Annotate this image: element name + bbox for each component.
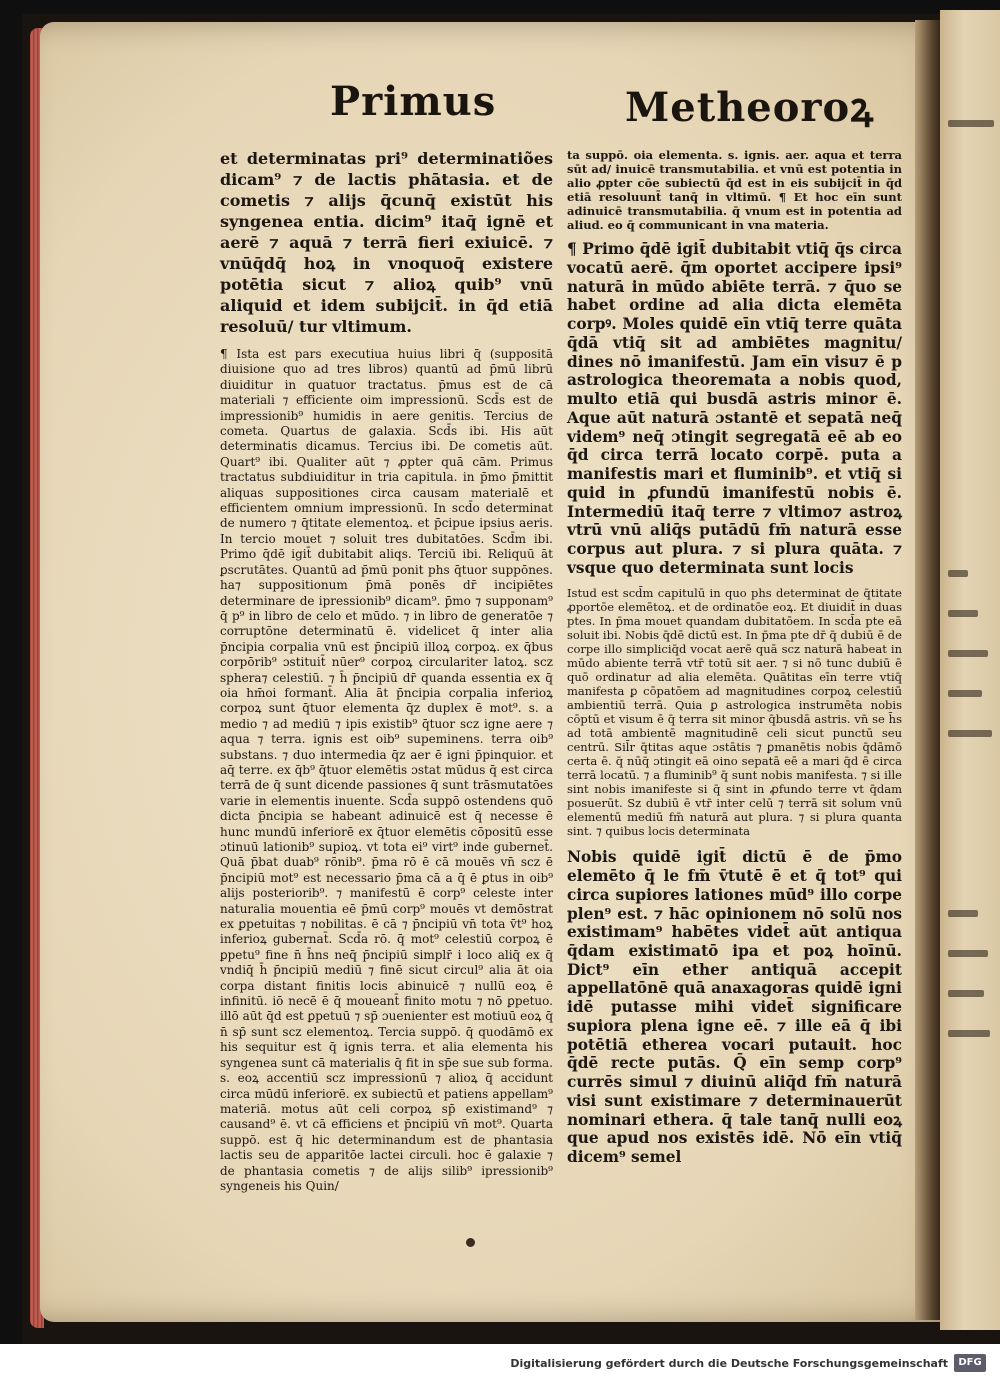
page-mark (466, 1238, 475, 1247)
running-head-right: Metheoroꝝ (625, 84, 875, 131)
right-column (567, 148, 902, 1167)
right-lemma-middle: ¶ Primo q̄dē igit̄ dubitabit vtiq̄ q̄s circa vocatū aerē. q̄m oportet accipere ipsi⁹ naturā in mūdo abiēte terrā. ⁊ q̄uo se habet ordine ad alia dicta elemēta corpꝰ. Moles quidē eīn vtiq̄ terre quāta q̄dā vtiq̄ sit ad ambiētes magnitu/ dines nō imanifestū. Jam eīn visu⁊ ē p astrologica theoremata a nobis quod, multo etiā qui busdā astris minor ē. Aque aūt naturā ɔstantē et sepatā neq̄ videm⁹ neq̄ ɔtingit segregatā eē ab eo q̄d circa terrā locato corpē. puta a manifestis mari et fluminib⁹. et vtiq̄ si quid in ꝓfundū imanifestū nobis ē. Intermediū itaq̄ terre ⁊ vltimo⁊ astroꝝ vtrū vnū aliq̄s putādū fm̄ naturā esse corpus aut plura. ⁊ si plura quāta. ⁊ vsque quo determinata sunt locis (567, 240, 902, 577)
left-lemma-text: et determinatas pri⁹ determinatiões dicam⁹ ⁊ de lactis phātasia. et de cometis ⁊ alijs q̄cunq̄ existūt his syngenea entia. dicim⁹ itaq̄ ignē et aerē ⁊ aquā ⁊ terrā fieri exiuicē. ⁊ vnūq̄dq̄ hoꝝ in vnoquoq̄ existere potētia sicut ⁊ alioꝝ quib⁹ vnū aliquid et idem subijcit̄. in q̄d etiā resoluū/ tur vltimum. (220, 149, 553, 336)
right-lemma-top: ta suppō. oia elementa. s. ignis. aer. aqua et terra sūt ad/ inuicē transmutabilia. et vnū est potentia in alio ꝓpter cōe subiectū q̄d est in eis subijcit̄ in q̄d etiā resoluunt̄ tanq̄ in vltimū. ¶ Et hoc eīn sunt adinuicē transmutabilia. q̄ vnum est in potentia ad aliud. eo q̄ communicant in vna materia. (567, 148, 902, 233)
running-head-left: Primus (330, 78, 497, 125)
right-lemma-bottom: Nobis quidē igit̄ dictū ē de p̄mo elemēto q̄ le fm̄ v̄tutē ē et q̄ tot⁹ qui circa supiores lationes mūd⁹ illo corpe plen⁹ est. ⁊ hāc opinionem nō solū nos existimam⁹ habētes videt̄ aūt antiqua q̄dam existimatō ipa et poꝝ hoīnū. Dict⁹ eīn ether antiquā accepit appellatōnē quā anaxagoras quidē igni idē putasse mihi videt̄ significare supiora plena igne eē. ⁊ ille eā q̄ ibi potētiā etherea vocari putauit. hoc q̄dē recte putās. Q̄ eīn semp corp⁹ currēs simul ⁊ diuinū aliq̄d fm̄ naturā visi sunt existimare ⁊ determinauerūt nominari ethera. q̄ tale tanq̄ nulli eoꝝ que apud nos existēs idē. Nō eīn vtiq̄ dicem⁹ semel (567, 848, 902, 1167)
left-column (220, 148, 553, 1194)
funding-credit: Digitalisierung gefördert durch die Deutsche Forschungsgemeinschaft (510, 1357, 948, 1370)
facing-page-edge (940, 10, 1000, 1330)
footer-bar (0, 1344, 1000, 1385)
dfg-logo-icon: DFG (954, 1354, 986, 1372)
left-commentary-text: ¶ Ista est pars executiua huius libri q̄ (suppositā diuisione quo ad tres libros) quantū ad p̄mū librū diuiditur in quatuor tractatus. p̄mus est de cā materiali ⁊ efficiente oim impressionū. Scd̄s est de impressionib⁹ humidis in aere genitis. Tercius de cometa. Quartus de galaxia. Scd̄s ibi. His aūt determinatis dicamus. Tercius ibi. De cometis aūt. Quart⁹ ibi. Qualiter aūt ⁊ ꝓpter quā cām. Primus tractatus subdiuiditur in tria capitula. in p̄mo p̄mittit aliquas suppositiones circa causam materialē et efficientem omnium impressionū. In scd̄o determinat de numero ⁊ q̄titate elementoꝝ. et p̄cipue ipsius aeris. In tercio mouet ⁊ soluit tres dubitatōes. Scd̄m ibi. Primo q̄dē igit̄ dubitabit aliqs. Terciū ibi. Reliquū āt ꝑscrutātes. Quantū ad p̄mū ponit phs q̄tuor suppōnes. ha⁊ suppositionum p̄mā ponēs dr̄ incipiētes determinare de ipressionib⁹ dicam⁹. p̄mo ⁊ supponam⁹ q̄ p⁹ in libro de celo et mūdo. ⁊ in libro de generatōe ⁊ corruptōne determinatū ē. videlicet q̄ inter alia p̄ncipia corpalia vnū est p̄ncipiū illoꝝ corpoꝝ. ex q̄bus corpōrib⁹ ɔstituit̄ nūer⁹ corpoꝝ circulariter latoꝝ. scz sphera⁊ celestiū. ⁊ h̄ p̄ncipiū dr̄ quanda essentia ex q̄ oia hm̄oi formant̄. Alia āt p̄ncipia corpalia inferioꝝ corpoꝝ sunt q̄tuor elementa q̄z duplex ē mot⁹. s. a medio ⁊ ad mediū ⁊ ipis existib⁹ q̄tuor scz igne aere ⁊ aqua ⁊ terra. ignis est oib⁹ supeminens. terra oib⁹ substans. ⁊ duo intermedia q̄z aer ē igni p̄pinquior. et aq̄ terre. ex q̄b⁹ q̄tuor elemētis ɔstat mūdus q̄ est circa terrā de q̄ sunt dicende passiones q̄ sunt trāsmutatōes varie in elementis inuente. Scd̄a suppō ostendens quō dicta p̄ncipia se habeant adinuicē est q̄ necesse ē hunc mundū inferiorē ex q̄tuor elemētis cōpositū esse ɔtinuū lationib⁹ supioꝝ. vt tota ei⁹ virt⁹ inde gubernet̄. Quā p̄bat duab⁹ rōnib⁹. p̄ma rō ē cā mouēs vn̄ scz ē p̄ncipiū mot⁹ est necessario p̄ma cā a q̄ ē ꝑtus in oib⁹ alijs posteriorib⁹. ⁊ manifestū ē corp⁹ celeste inter naturalia mouentia eē p̄mū corp⁹ mouēs vt demōstrat ex ꝑpetuitas ⁊ nobilitas. ē cā ⁊ p̄ncipiū vn̄ tota v̄t⁹ hoꝝ inferioꝝ gubernat̄. Scd̄a rō. q̄ mot⁹ celestiū corpoꝝ ē ꝑpetu⁹ fine n̄ h̄ns neq̄ p̄ncipiū simplr̄ i loco aliq̄ ex q̄ vndiq̄ h̄ p̄ncipiū mediū ⁊ finē sicut circul⁹ alia āt oia corpa distant finitis locis abinuicē ⁊ nullū eoꝝ ē infinitū. iō necē ē q̄ moueant̄ finito motu ⁊ nō ꝑpetuo. illō aūt q̄d est ꝑpetuū ⁊ sp̄ ɔuenienter est motiuū eoꝝ q̄ n̄ sp̄ sunt scz elementoꝝ. Tercia suppō. q̄ quodāmō ex his sequitur est q̄ ignis terra. et alia elementa his syngenea sunt cā materialis q̄ fit in sp̄e sue sub forma. s. eoꝝ accentiū scz impressionū ⁊ alioꝝ q̄ accidunt circa mūdū inferiorē. ex subiectū et patiens appellam⁹ materiā. motus aūt celi corpoꝝ sp̄ existimand⁹ ⁊ causand⁹ ē. vt cā efficiens et p̄ncipiū vn̄ mot⁹. Quarta suppō. est q̄ hic determinandum est de phantasia lactis seu de apparitōe lactei circuli. hoc ē galaxie ⁊ de phantasia cometis ⁊ de alijs silib⁹ ipressionib⁹ syngeneis his Quin/ (220, 347, 553, 1193)
gutter (915, 20, 943, 1320)
right-commentary-text: Istud est scd̄m capitulū in quo phs determinat de q̄titate ꝓportōe elemētoꝝ. et de ordinatōe eoꝝ. Et diuidit̄ in duas ptes. In p̄ma mouet quandam dubitatōem. In scd̄a pte eā soluit ibi. Nobis q̄dē dictū est. In p̄ma pte dr̄ q̄ dubiū ē de corpe illo simpliciq̄d vocat aerē quā scz naturā habeat in mūdo abiente terrā vtr̄ totū sit aer. ⁊ si nō tunc dubiū ē quō ordinatur ad alia elemēta. Quātitas eīn terre vtiq̄ manifesta ꝑ cōpatōem ad magnitudines corpoꝝ celestiū ambientiū terrā. Quia ꝑ astrologica instrumēta nobis cōptū et visum ē q̄ terra sit minor q̄busdā astris. vn̄ se h̄s ad totā ambientē magnitudinē celi sicut punctū seu centrū. Sil̄r q̄titas aque ɔstātis ⁊ ꝑmanētis nobis q̄dāmō certa ē. q̄ nūq̄ ɔtingit eā oino sepatā eē a mari q̄d ē circa terrā locatū. ⁊ a fluminib⁹ q̄ sunt nobis manifesta. ⁊ si ille sint nobis imanifeste si q̄ sint in ꝓfundo terre vt q̄dam posuerūt. Sz dubiū ē vtr̄ inter celū ⁊ terrā sit solum vnū elementū mediū fm̄ naturā aut plura. ⁊ si plura quanta sint. ⁊ quibus locis determinata (567, 585, 902, 839)
